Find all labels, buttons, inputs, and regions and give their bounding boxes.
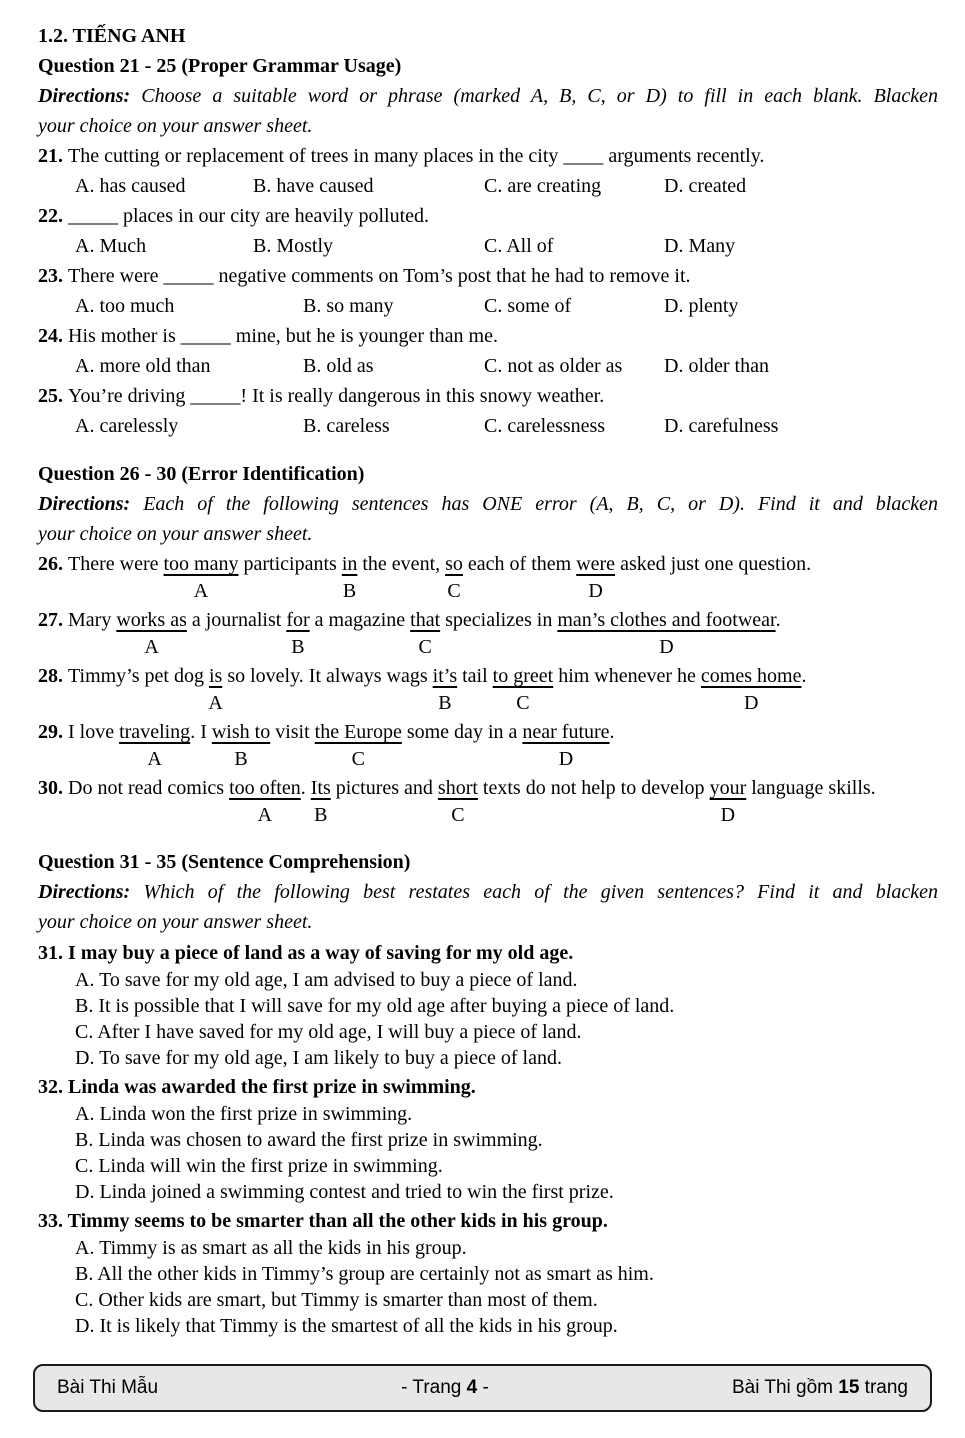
option-23-A: A. too much — [75, 295, 175, 317]
directions-line-1: Directions: Which of the following best restates each of the given sentences? Find it and blacken — [38, 881, 938, 903]
document-title: 1.2. TIẾNG ANH — [38, 25, 186, 47]
error-letter-30-D: D — [720, 804, 736, 826]
question-text-21 — [38, 141, 938, 171]
error-letter-28-C: C — [516, 692, 530, 714]
option-31-D: D. To save for my old age, I am likely to buy a piece of land. — [75, 1047, 562, 1069]
directions-line-2: your choice on your answer sheet. — [38, 115, 313, 137]
question-26 — [38, 549, 938, 605]
question-options-25 — [38, 411, 938, 441]
option-21-B: B. have caused — [253, 175, 374, 197]
error-letter-30-C: C — [451, 804, 465, 826]
footer-total-pages — [732, 1377, 908, 1399]
underlined-segment-D: near future — [522, 721, 610, 743]
footer-page-prefix: - Trang — [401, 1377, 467, 1398]
option-31-C: C. After I have saved for my old age, I will buy a piece of land. — [75, 1021, 582, 1043]
question-33 — [38, 1207, 938, 1339]
underlined-segment-C: to greet — [492, 665, 554, 687]
error-letter-28-B: B — [438, 692, 452, 714]
question-number: 28. — [38, 665, 68, 687]
question-24 — [38, 321, 938, 381]
underlined-segment-B: for — [286, 609, 310, 631]
underlined-segment-B: it’s — [432, 665, 458, 687]
error-letter-row-27 — [38, 635, 938, 661]
option-24-C: C. not as older as — [484, 355, 623, 377]
question-sentence: His mother is _____ mine, but he is younger than me. — [68, 325, 498, 347]
option-22-A: A. Much — [75, 235, 147, 257]
question-number: 24. — [38, 325, 68, 347]
underlined-segment-B: Its — [310, 777, 331, 799]
page-footer — [33, 1364, 932, 1412]
error-letter-row-29 — [38, 747, 938, 773]
underlined-segment-A: works as — [116, 609, 187, 631]
question-32 — [38, 1073, 938, 1205]
question-text-23 — [38, 261, 938, 291]
error-letter-26-C: C — [447, 580, 461, 602]
option-33-A: A. Timmy is as smart as all the kids in his group. — [75, 1237, 467, 1259]
question-sentence-29: 29. I love traveling. I wish to visit the Europe some day in a near future. — [38, 721, 615, 743]
option-33-C: C. Other kids are smart, but Timmy is smarter than most of them. — [75, 1289, 598, 1311]
footer-total-suffix: trang — [859, 1377, 908, 1398]
question-stem-33 — [38, 1207, 938, 1235]
question-sentence: I may buy a piece of land as a way of saving for my old age. — [68, 942, 574, 964]
directions-label: Directions: — [38, 881, 131, 903]
option-32-C: C. Linda will win the first prize in swimming. — [75, 1155, 443, 1177]
question-25 — [38, 381, 938, 441]
footer-page-indicator — [401, 1377, 489, 1399]
section-heading: Question 21 - 25 (Proper Grammar Usage) — [38, 55, 402, 77]
option-21-D: D. created — [664, 175, 747, 197]
option-22-C: C. All of — [484, 235, 554, 257]
option-24-A: A. more old than — [75, 355, 211, 377]
underlined-segment-B: in — [341, 553, 358, 575]
question-22 — [38, 201, 938, 261]
question-text-24 — [38, 321, 938, 351]
directions-line-1: Directions: Each of the following sentences has ONE error (A, B, C, or D). Find it and blacken — [38, 493, 938, 515]
directions-line-2: your choice on your answer sheet. — [38, 911, 313, 933]
directions-line-2: your choice on your answer sheet. — [38, 523, 313, 545]
directions-label: Directions: — [38, 493, 131, 515]
question-28 — [38, 661, 938, 717]
question-options-24 — [38, 351, 938, 381]
question-29 — [38, 717, 938, 773]
error-letter-row-30 — [38, 803, 938, 829]
error-letter-27-A: A — [144, 636, 159, 658]
error-letter-28-D: D — [743, 692, 759, 714]
option-22-B: B. Mostly — [253, 235, 334, 257]
option-31-A: A. To save for my old age, I am advised to buy a piece of land. — [75, 969, 578, 991]
question-27 — [38, 605, 938, 661]
question-sentence: _____ places in our city are heavily polluted. — [68, 205, 430, 227]
error-letter-29-D: D — [558, 748, 574, 770]
question-options-23 — [38, 291, 938, 321]
underlined-segment-C: that — [410, 609, 441, 631]
question-number: 33. — [38, 1210, 68, 1232]
underlined-segment-D: were — [576, 553, 616, 575]
question-sentence-27: 27. Mary works as a journalist for a magazine that specializes in man’s clothes and footwear. — [38, 609, 781, 631]
error-letter-29-B: B — [234, 748, 248, 770]
question-sentence-30: 30. Do not read comics too often. Its pictures and short texts do not help to develop your language skills. — [38, 777, 876, 799]
option-23-D: D. plenty — [664, 295, 739, 317]
footer-exam-name: Bài Thi Mẫu — [57, 1377, 159, 1398]
sections-container — [38, 51, 938, 1339]
error-letter-row-26 — [38, 579, 938, 605]
error-letter-30-A: A — [257, 804, 273, 826]
option-24-B: B. old as — [303, 355, 374, 377]
option-25-C: C. carelessness — [484, 415, 606, 437]
question-number: 22. — [38, 205, 68, 227]
question-number: 29. — [38, 721, 68, 743]
section-heading: Question 26 - 30 (Error Identification) — [38, 463, 365, 485]
footer-page-suffix: - — [477, 1377, 489, 1398]
option-25-B: B. careless — [303, 415, 390, 437]
underlined-segment-D: your — [709, 777, 747, 799]
underlined-segment-A: is — [208, 665, 223, 687]
option-32-A: A. Linda won the first prize in swimming. — [75, 1103, 413, 1125]
footer-page-number: 4 — [466, 1377, 478, 1398]
question-sentence: The cutting or replacement of trees in many places in the city ____ arguments recently. — [68, 145, 765, 167]
error-letter-27-B: B — [291, 636, 305, 658]
question-sentence: You’re driving _____! It is really dangerous in this snowy weather. — [68, 385, 605, 407]
option-24-D: D. older than — [664, 355, 769, 377]
error-letter-row-28 — [38, 691, 938, 717]
question-options-22 — [38, 231, 938, 261]
option-32-D: D. Linda joined a swimming contest and tried to win the first prize. — [75, 1181, 614, 1203]
question-stem-31 — [38, 939, 938, 967]
question-sentence: Timmy seems to be smarter than all the other kids in his group. — [67, 1210, 608, 1232]
question-sentence-28: 28. Timmy’s pet dog is so lovely. It always wags it’s tail to greet him whenever he comes home. — [38, 665, 807, 687]
question-number: 23. — [38, 265, 68, 287]
error-letter-27-D: D — [659, 636, 674, 658]
section-mcq — [38, 51, 938, 441]
option-21-C: C. are creating — [484, 175, 602, 197]
option-25-D: D. carefulness — [664, 415, 779, 437]
option-25-A: A. carelessly — [75, 415, 179, 437]
underlined-segment-D: comes home — [700, 665, 802, 687]
question-30 — [38, 773, 938, 829]
option-22-D: D. Many — [664, 235, 736, 257]
underlined-segment-A: too often — [229, 777, 301, 799]
error-letter-30-B: B — [314, 804, 328, 826]
error-letter-27-C: C — [418, 636, 432, 658]
underlined-segment-C: short — [437, 777, 478, 799]
question-number: 26. — [38, 553, 68, 575]
question-number: 31. — [38, 942, 68, 964]
question-sentence-26: 26. There were too many participants in the event, so each of them were asked just one question. — [38, 553, 812, 575]
error-letter-26-B: B — [342, 580, 357, 602]
question-number: 25. — [38, 385, 68, 407]
question-sentence: There were _____ negative comments on Tom’s post that he had to remove it. — [68, 265, 691, 287]
question-sentence: Linda was awarded the first prize in swimming. — [68, 1076, 476, 1098]
directions-line-1: Directions: Choose a suitable word or phrase (marked A, B, C, or D) to fill in each blank. Blacken — [38, 85, 938, 107]
question-text-22 — [38, 201, 938, 231]
question-31 — [38, 939, 938, 1071]
option-31-B: B. It is possible that I will save for my old age after buying a piece of land. — [75, 995, 675, 1017]
underlined-segment-B: wish to — [211, 721, 271, 743]
option-23-B: B. so many — [303, 295, 394, 317]
footer-total-prefix: Bài Thi gồm — [731, 1377, 839, 1398]
question-stem-32 — [38, 1073, 938, 1101]
error-letter-29-A: A — [147, 748, 162, 770]
option-32-B: B. Linda was chosen to award the first prize in swimming. — [75, 1129, 543, 1151]
question-number: 32. — [38, 1076, 68, 1098]
directions-label: Directions: — [38, 85, 131, 107]
question-options-21 — [38, 171, 938, 201]
underlined-segment-D: man’s clothes and footwear — [557, 609, 776, 631]
error-letter-29-C: C — [351, 748, 365, 770]
section-heading: Question 31 - 35 (Sentence Comprehension) — [38, 851, 411, 873]
underlined-segment-A: traveling — [119, 721, 191, 743]
option-21-A: A. has caused — [75, 175, 186, 197]
footer-total-number: 15 — [838, 1377, 860, 1398]
question-21 — [38, 141, 938, 201]
section-restate — [38, 847, 938, 1339]
underlined-segment-A: too many — [163, 553, 239, 575]
option-33-D: D. It is likely that Timmy is the smartest of all the kids in his group. — [75, 1315, 618, 1337]
option-23-C: C. some of — [484, 295, 572, 317]
question-text-25 — [38, 381, 938, 411]
option-33-B: B. All the other kids in Timmy’s group are certainly not as smart as him. — [75, 1263, 654, 1285]
error-letter-28-A: A — [208, 692, 223, 714]
question-number: 27. — [38, 609, 68, 631]
question-number: 30. — [38, 777, 68, 799]
underlined-segment-C: so — [445, 553, 463, 575]
question-23 — [38, 261, 938, 321]
section-error — [38, 459, 938, 829]
underlined-segment-C: the Europe — [314, 721, 402, 743]
question-number: 21. — [38, 145, 68, 167]
error-letter-26-D: D — [588, 580, 603, 602]
error-letter-26-A: A — [193, 580, 209, 602]
